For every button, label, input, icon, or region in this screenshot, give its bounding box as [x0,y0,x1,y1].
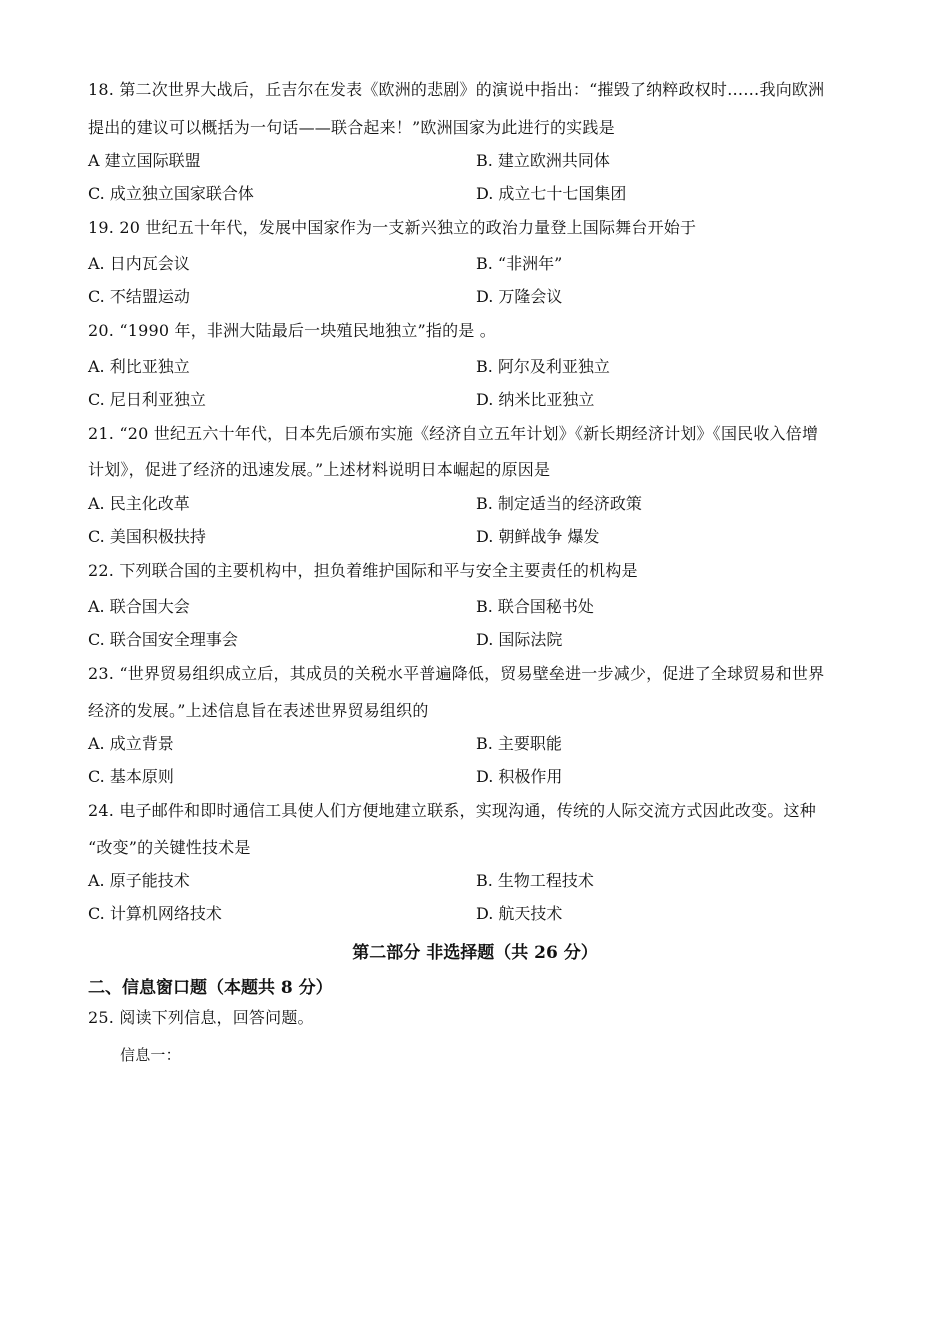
q22-option-a: A. 联合国大会 [88,597,190,616]
q23-stem-line-1: 23. “世界贸易组织成立后，其成员的关税水平普遍降低，贸易壁垒进一步减少，促进了全球贸易和世界 [88,664,825,683]
q20-stem-line-1: 20. “1990 年，非洲大陆最后一块殖民地独立”指的是 。 [88,321,496,340]
q25-stem: 25. 阅读下列信息，回答问题。 [88,1008,314,1027]
q18-option-b: B. 建立欧洲共同体 [476,151,610,170]
q19-option-c: C. 不结盟运动 [88,287,190,306]
subsection-title: 二、信息窗口题（本题共 8 分） [88,978,333,998]
q18-option-c: C. 成立独立国家联合体 [88,184,254,203]
q23-option-c: C. 基本原则 [88,767,174,786]
q20-option-c: C. 尼日利亚独立 [88,390,206,409]
q20-option-a: A. 利比亚独立 [88,357,190,376]
q19-option-a: A. 日内瓦会议 [88,254,190,273]
q21-option-d: D. 朝鲜战争 爆发 [476,527,600,546]
q18-stem-line-1: 18. 第二次世界大战后，丘吉尔在发表《欧洲的悲剧》的演说中指出：“摧毁了纳粹政权时……我向欧洲 [88,80,825,99]
q19-option-d: D. 万隆会议 [476,287,563,306]
q18-stem-line-2: 提出的建议可以概括为一句话——联合起来！”欧洲国家为此进行的实践是 [88,118,615,137]
q18-option-a: A 建立国际联盟 [88,151,201,170]
q22-option-b: B. 联合国秘书处 [476,597,594,616]
q22-option-c: C. 联合国安全理事会 [88,630,238,649]
q21-stem-line-1: 21. “20 世纪五六十年代，日本先后颁布实施《经济自立五年计划》《新长期经济计划》《国民收入倍增 [88,424,819,443]
q24-stem-line-2: “改变”的关键性技术是 [88,838,251,857]
q23-option-b: B. 主要职能 [476,734,562,753]
q20-option-d: D. 纳米比亚独立 [476,390,595,409]
q21-stem-line-2: 计划》，促进了经济的迅速发展。”上述材料说明日本崛起的原因是 [88,460,551,479]
q23-stem-line-2: 经济的发展。”上述信息旨在表述世界贸易组织的 [88,701,429,720]
q22-option-d: D. 国际法院 [476,630,563,649]
q24-stem-line-1: 24. 电子邮件和即时通信工具使人们方便地建立联系，实现沟通，传统的人际交流方式因此改变。这种 [88,801,816,820]
section-title: 第二部分 非选择题（共 26 分） [352,943,598,963]
q19-option-b: B. “非洲年” [476,254,563,273]
info-one-label: 信息一： [120,1046,181,1064]
q24-option-a: A. 原子能技术 [88,871,190,890]
q23-option-d: D. 积极作用 [476,767,563,786]
q21-option-b: B. 制定适当的经济政策 [476,494,642,513]
q22-stem-line-1: 22. 下列联合国的主要机构中，担负着维护国际和平与安全主要责任的机构是 [88,561,638,580]
q18-option-d: D. 成立七十七国集团 [476,184,627,203]
q24-option-b: B. 生物工程技术 [476,871,594,890]
q20-option-b: B. 阿尔及利亚独立 [476,357,610,376]
q23-option-a: A. 成立背景 [88,734,174,753]
q21-option-a: A. 民主化改革 [88,494,190,513]
q19-stem-line-1: 19. 20 世纪五十年代，发展中国家作为一支新兴独立的政治力量登上国际舞台开始于 [88,218,697,237]
q24-option-d: D. 航天技术 [476,904,563,923]
q24-option-c: C. 计算机网络技术 [88,904,222,923]
q21-option-c: C. 美国积极扶持 [88,527,206,546]
